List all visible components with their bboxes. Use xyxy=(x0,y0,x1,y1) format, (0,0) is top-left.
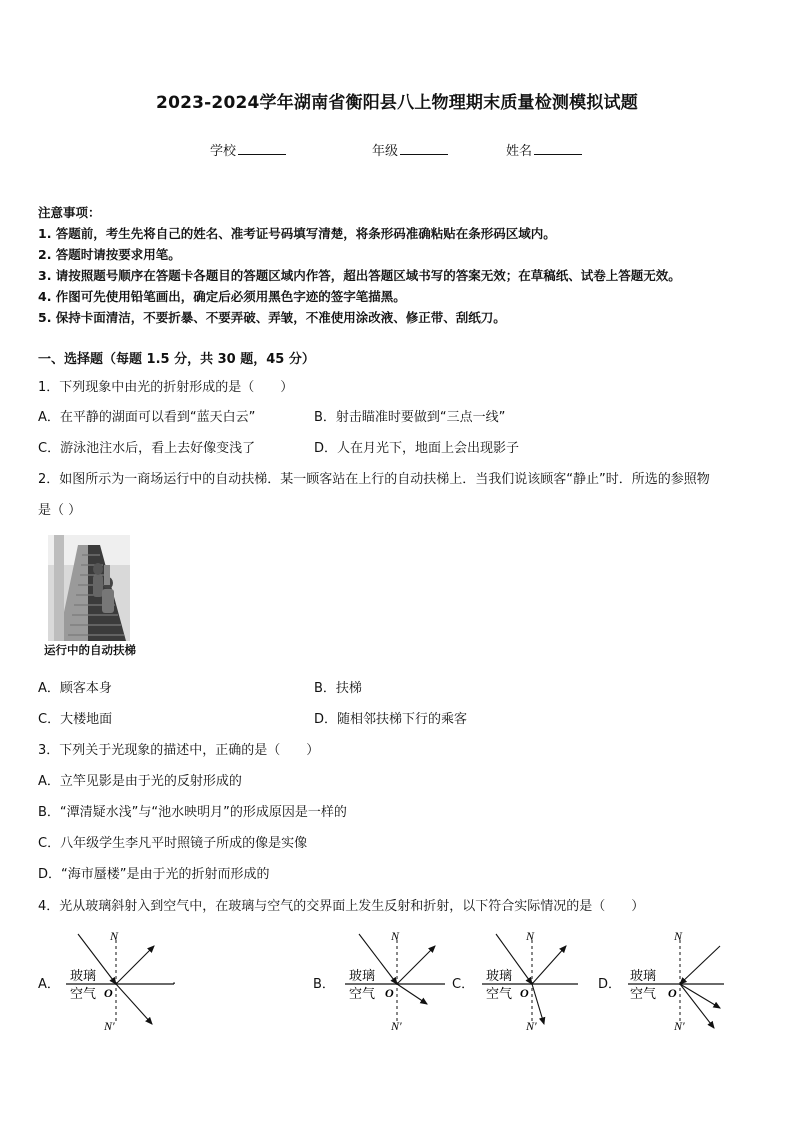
question-3-option-b[interactable]: B．“潭清疑水浅”与“池水映明月”的形成原因是一样的 xyxy=(38,805,347,820)
question-3-stem: 3．下列关于光现象的描述中，正确的是（ ） xyxy=(38,743,320,758)
school-label: 学校 xyxy=(210,144,237,159)
question-2-stem: 2．如图所示为一商场运行中的自动扶梯．某一顾客站在上行的自动扶梯上．当我们说该顾客“静止”时．所选的参照物 xyxy=(38,472,710,487)
question-1-option-c[interactable]: C．游泳池注水后，看上去好像变浅了 xyxy=(38,441,256,456)
school-field[interactable] xyxy=(210,140,286,159)
question-4-option-a[interactable]: A． xyxy=(38,977,60,992)
escalator-photo xyxy=(48,535,130,641)
name-blank[interactable] xyxy=(534,142,582,155)
diagram-label: O xyxy=(668,986,677,1000)
grade-field[interactable] xyxy=(372,140,448,159)
diagram-label: O xyxy=(520,986,529,1000)
notice-item: 4. 作图可先使用铅笔画出，确定后必须用黑色字迹的签字笔描黑。 xyxy=(38,289,406,304)
page-title: 2023-2024学年湖南省衡阳县八上物理期末质量检测模拟试题 xyxy=(156,93,638,113)
notice-item: 1. 答题前，考生先将自己的姓名、准考证号码填写清楚，将条形码准确粘贴在条形码区域内。 xyxy=(38,226,556,241)
question-3-option-c[interactable]: C．八年级学生李凡平时照镜子所成的像是实像 xyxy=(38,836,308,851)
diagram-label: N′ xyxy=(674,1019,685,1033)
label-n-prime: N′ xyxy=(104,1019,115,1033)
diagram-label: 玻璃 xyxy=(349,969,376,984)
question-2-option-d[interactable]: D．随相邻扶梯下行的乘客 xyxy=(314,712,468,727)
diagram-a-dot: . xyxy=(172,973,177,988)
notice-item: 3. 请按照题号顺序在答题卡各题目的答题区域内作答，超出答题区域书写的答案无效；在草稿纸、试卷上答题无效。 xyxy=(38,268,681,283)
question-2-stem-cont: 是（ ） xyxy=(38,503,82,518)
notice-item: 2. 答题时请按要求用笔。 xyxy=(38,247,181,262)
section-heading: 一、选择题（每题 1.5 分，共 30 题，45 分） xyxy=(38,352,315,367)
diagram-label: 玻璃 xyxy=(486,969,513,984)
diagram-label: 空气 xyxy=(630,987,657,1002)
figure-caption: 运行中的自动扶梯 xyxy=(44,643,136,657)
label-glass: 玻璃 xyxy=(70,969,97,984)
diagram-label: 空气 xyxy=(486,987,513,1002)
question-3-option-d[interactable]: D．“海市蜃楼”是由于光的折射而形成的 xyxy=(38,867,270,882)
school-blank[interactable] xyxy=(238,142,286,155)
question-4-option-d[interactable]: D． xyxy=(598,977,622,992)
question-4-option-b[interactable]: B． xyxy=(313,977,335,992)
question-1-stem: 1．下列现象中由光的折射形成的是（ ） xyxy=(38,380,294,395)
question-1-option-a[interactable]: A．在平静的湖面可以看到“蓝天白云” xyxy=(38,410,256,425)
diagram-c xyxy=(482,928,592,1038)
question-1-option-b[interactable]: B．射击瞄准时要做到“三点一线” xyxy=(314,410,506,425)
question-2-option-a[interactable]: A．顾客本身 xyxy=(38,681,112,696)
question-4-stem: 4．光从玻璃斜射入到空气中，在玻璃与空气的交界面上发生反射和折射，以下符合实际情况的是（ ） xyxy=(38,899,645,914)
diagram-label: N xyxy=(526,929,535,943)
label-o: O xyxy=(104,986,113,1000)
name-label: 姓名 xyxy=(506,144,533,159)
diagram-label: N xyxy=(674,929,683,943)
grade-blank[interactable] xyxy=(400,142,448,155)
name-field[interactable] xyxy=(506,140,582,159)
grade-label: 年级 xyxy=(372,144,399,159)
diagram-label: N′ xyxy=(391,1019,402,1033)
question-4-option-c[interactable]: C． xyxy=(452,977,475,992)
label-n: N xyxy=(110,929,119,943)
diagram-label: 玻璃 xyxy=(630,969,657,984)
diagram-b xyxy=(345,928,455,1038)
question-3-option-a[interactable]: A．立竿见影是由于光的反射形成的 xyxy=(38,774,242,789)
notice-heading: 注意事项： xyxy=(38,205,101,220)
question-1-option-d[interactable]: D．人在月光下，地面上会出现影子 xyxy=(314,441,520,456)
diagram-label: N xyxy=(391,929,400,943)
question-2-option-c[interactable]: C．大楼地面 xyxy=(38,712,113,727)
label-air: 空气 xyxy=(70,987,97,1002)
diagram-label: N′ xyxy=(526,1019,537,1033)
question-2-option-b[interactable]: B．扶梯 xyxy=(314,681,362,696)
diagram-d xyxy=(628,928,738,1038)
diagram-label: O xyxy=(385,986,394,1000)
notice-item: 5. 保持卡面清洁，不要折暴、不要弄破、弄皱，不准使用涂改液、修正带、刮纸刀。 xyxy=(38,310,506,325)
diagram-label: 空气 xyxy=(349,987,376,1002)
diagram-a xyxy=(64,928,184,1038)
